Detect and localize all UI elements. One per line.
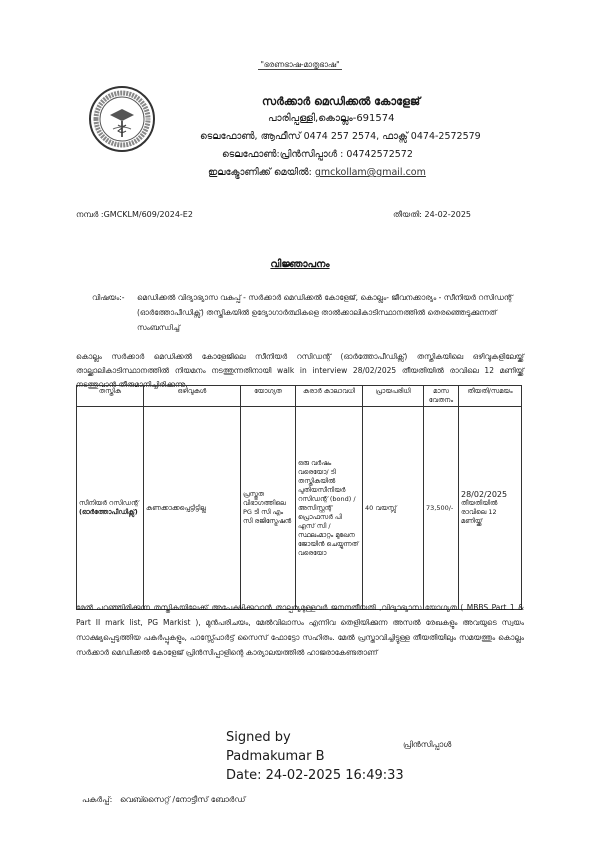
vacancy-table xyxy=(76,385,522,610)
email-line xyxy=(208,166,426,179)
college-emblem xyxy=(88,85,156,153)
col-header: പ്രായപരിധി xyxy=(363,386,424,407)
signature-date: Date: 24-02-2025 16:49:33 xyxy=(226,768,404,783)
copy-to xyxy=(82,795,245,805)
table-header-row xyxy=(77,386,522,407)
office-telephone: ടെലഫോൺ, ആഫീസ് 0474 257 2574, ഫാക്സ് 0474-2572579 xyxy=(200,131,481,142)
intro-paragraph: കൊല്ലം സർക്കാർ മെഡിക്കൽ കോളേജിലെ സീനിയർ റസിഡന്റ് (ഓർത്തോപീഡിക്സ്) തസ്തികയിലെ ഒഴിവുകളിലേയ്ക്ക് താല്ക്കാലികാടിസ്ഥാനത്തിൽ നിയമനം നടത്തുന്നതിനായി walk in interview 28/02/2025 തീയതിയിൽ രാവിലെ 12 മണിയ്ക്ക് നടത്തുവാൻ തീരുമാനിച്ചിരിക്കുന്നു. xyxy=(76,352,524,389)
instructions-paragraph: മേൽ പറഞ്ഞിരിക്കുന്ന തസ്തികയിലേക്ക് അപേക്ഷിക്കുവാൻ താല്പര്യമുള്ളവർ ജനനതീയതി ,വിദ്യാഭ്യാസ യോഗ്യത ( MBBS Part 1 & Part II mark list, PG Markist ), മുൻപരിചയം, മേൽവിലാസം എന്നിവ തെളിയിക്കുന്ന അസൽ രേഖകളും അവയുടെ സ്വയം സാക്ഷ്യപ്പെടുത്തിയ പകർപ്പുകളും, പാസ്സ്പോർട്ട് സൈസ് ഫോട്ടോ സഹിതം. മേൽ പ്രസ്താവിച്ചിട്ടുള്ള തീയതിയിലും സമയത്തും കൊല്ലം സർക്കാർ മെഡിക്കൽ കോളേജ് പ്രിൻസിപ്പാളിന്റെ കാര്യാലയത്തിൽ ഹാജരാകേണ്ടതാണ് xyxy=(76,603,524,657)
col-header: മാസ വേതനം xyxy=(424,386,459,407)
cell-age-limit: 40 വയസ്സ് xyxy=(363,407,424,610)
copy-recipients: വെബ്സൈറ്റ് /നോട്ടീസ് ബോർഡ് xyxy=(119,795,246,804)
notice-title: വിജ്ഞാപനം xyxy=(270,259,330,270)
signed-by: Signed by xyxy=(226,730,291,745)
subject xyxy=(92,290,537,335)
cell-contract: ഒരു വർഷം വരെയോ/ ടി തസ്തികയിൽ പുതിയസീനിയർ റസിഡന്റ് (bond) /അസിസ്റ്റന്റ് പ്രൊഫസർ പി എസ് സി /സ്ഥലംമാറ്റം മുഖേന ജോയിൻ ചെയ്യുന്നത് വരെയോ xyxy=(296,407,363,610)
col-header: തീയതി/സമയം xyxy=(459,386,522,407)
designation: പ്രിൻസിപ്പാൾ xyxy=(403,740,452,749)
col-header: യോഗ്യത xyxy=(241,386,296,407)
col-header: ഒഴിവുകൾ xyxy=(144,386,241,407)
cell-salary: 73,500/- xyxy=(424,407,459,610)
reference-number: നമ്പർ :GMCKLM/609/2024-E2 xyxy=(76,210,193,219)
principal-telephone: ടെലഫോൺ:പ്രിൻസിപ്പാൾ : 04742572572 xyxy=(222,149,413,160)
subject-label: വിഷയം:- xyxy=(92,293,125,302)
copy-label: പകർപ്പ്: xyxy=(82,795,113,804)
col-header: തസ്തിക xyxy=(77,386,144,407)
college-name: സർക്കാർ മെഡിക്കൽ കോളേജ് xyxy=(262,95,421,108)
reference-date: തീയതി: 24-02-2025 xyxy=(393,210,472,219)
email-label: ഇലക്ട്രോണിക്ക് മെയിൽ: xyxy=(208,167,315,178)
table-row xyxy=(77,407,522,610)
cell-vacancies: കണക്കാക്കപ്പെട്ടിട്ടില്ല xyxy=(144,407,241,610)
cell-qualification: പ്രസ്തുത വിഭാഗത്തിലെ PG ടി സി എം സി രജിസ്ട്രേഷൻ xyxy=(241,407,296,610)
col-header: കരാർ കാലാവധി xyxy=(296,386,363,407)
subject-text: മെഡിക്കൽ വിദ്യാഭ്യാസ വകുപ്പ് - സർക്കാർ മെഡിക്കൽ കോളേജ്, കൊല്ലം- ജീവനക്കാര്യം - സീനിയർ റസിഡന്റ് (ഓർത്തോപീഡിക്സ്) തസ്തികയിൽ ഉദ്യോഗാർത്ഥികളെ താൽക്കാലികാടിസ്ഥാനത്തിൽ തെരഞ്ഞെടുക്കുന്നത് സംബന്ധിച്ച് xyxy=(137,293,513,332)
college-address: പാരിപ്പള്ളി,കൊല്ലം-691574 xyxy=(268,113,395,124)
email-link[interactable]: gmckollam@gmail.com xyxy=(314,167,426,178)
digital-signature xyxy=(226,728,404,785)
cell-post: സീനിയർ റസിഡന്റ് (ഓർത്തോപീഡിക്സ്) xyxy=(77,407,144,610)
cell-date-time: 28/02/2025 തീയതിയിൽ രാവിലെ 12 മണിയ്ക്ക് xyxy=(459,407,522,610)
motto: "ഭരണഭാഷ-മാതൃഭാഷ" xyxy=(260,60,340,69)
signer-name: Padmakumar B xyxy=(226,749,325,764)
